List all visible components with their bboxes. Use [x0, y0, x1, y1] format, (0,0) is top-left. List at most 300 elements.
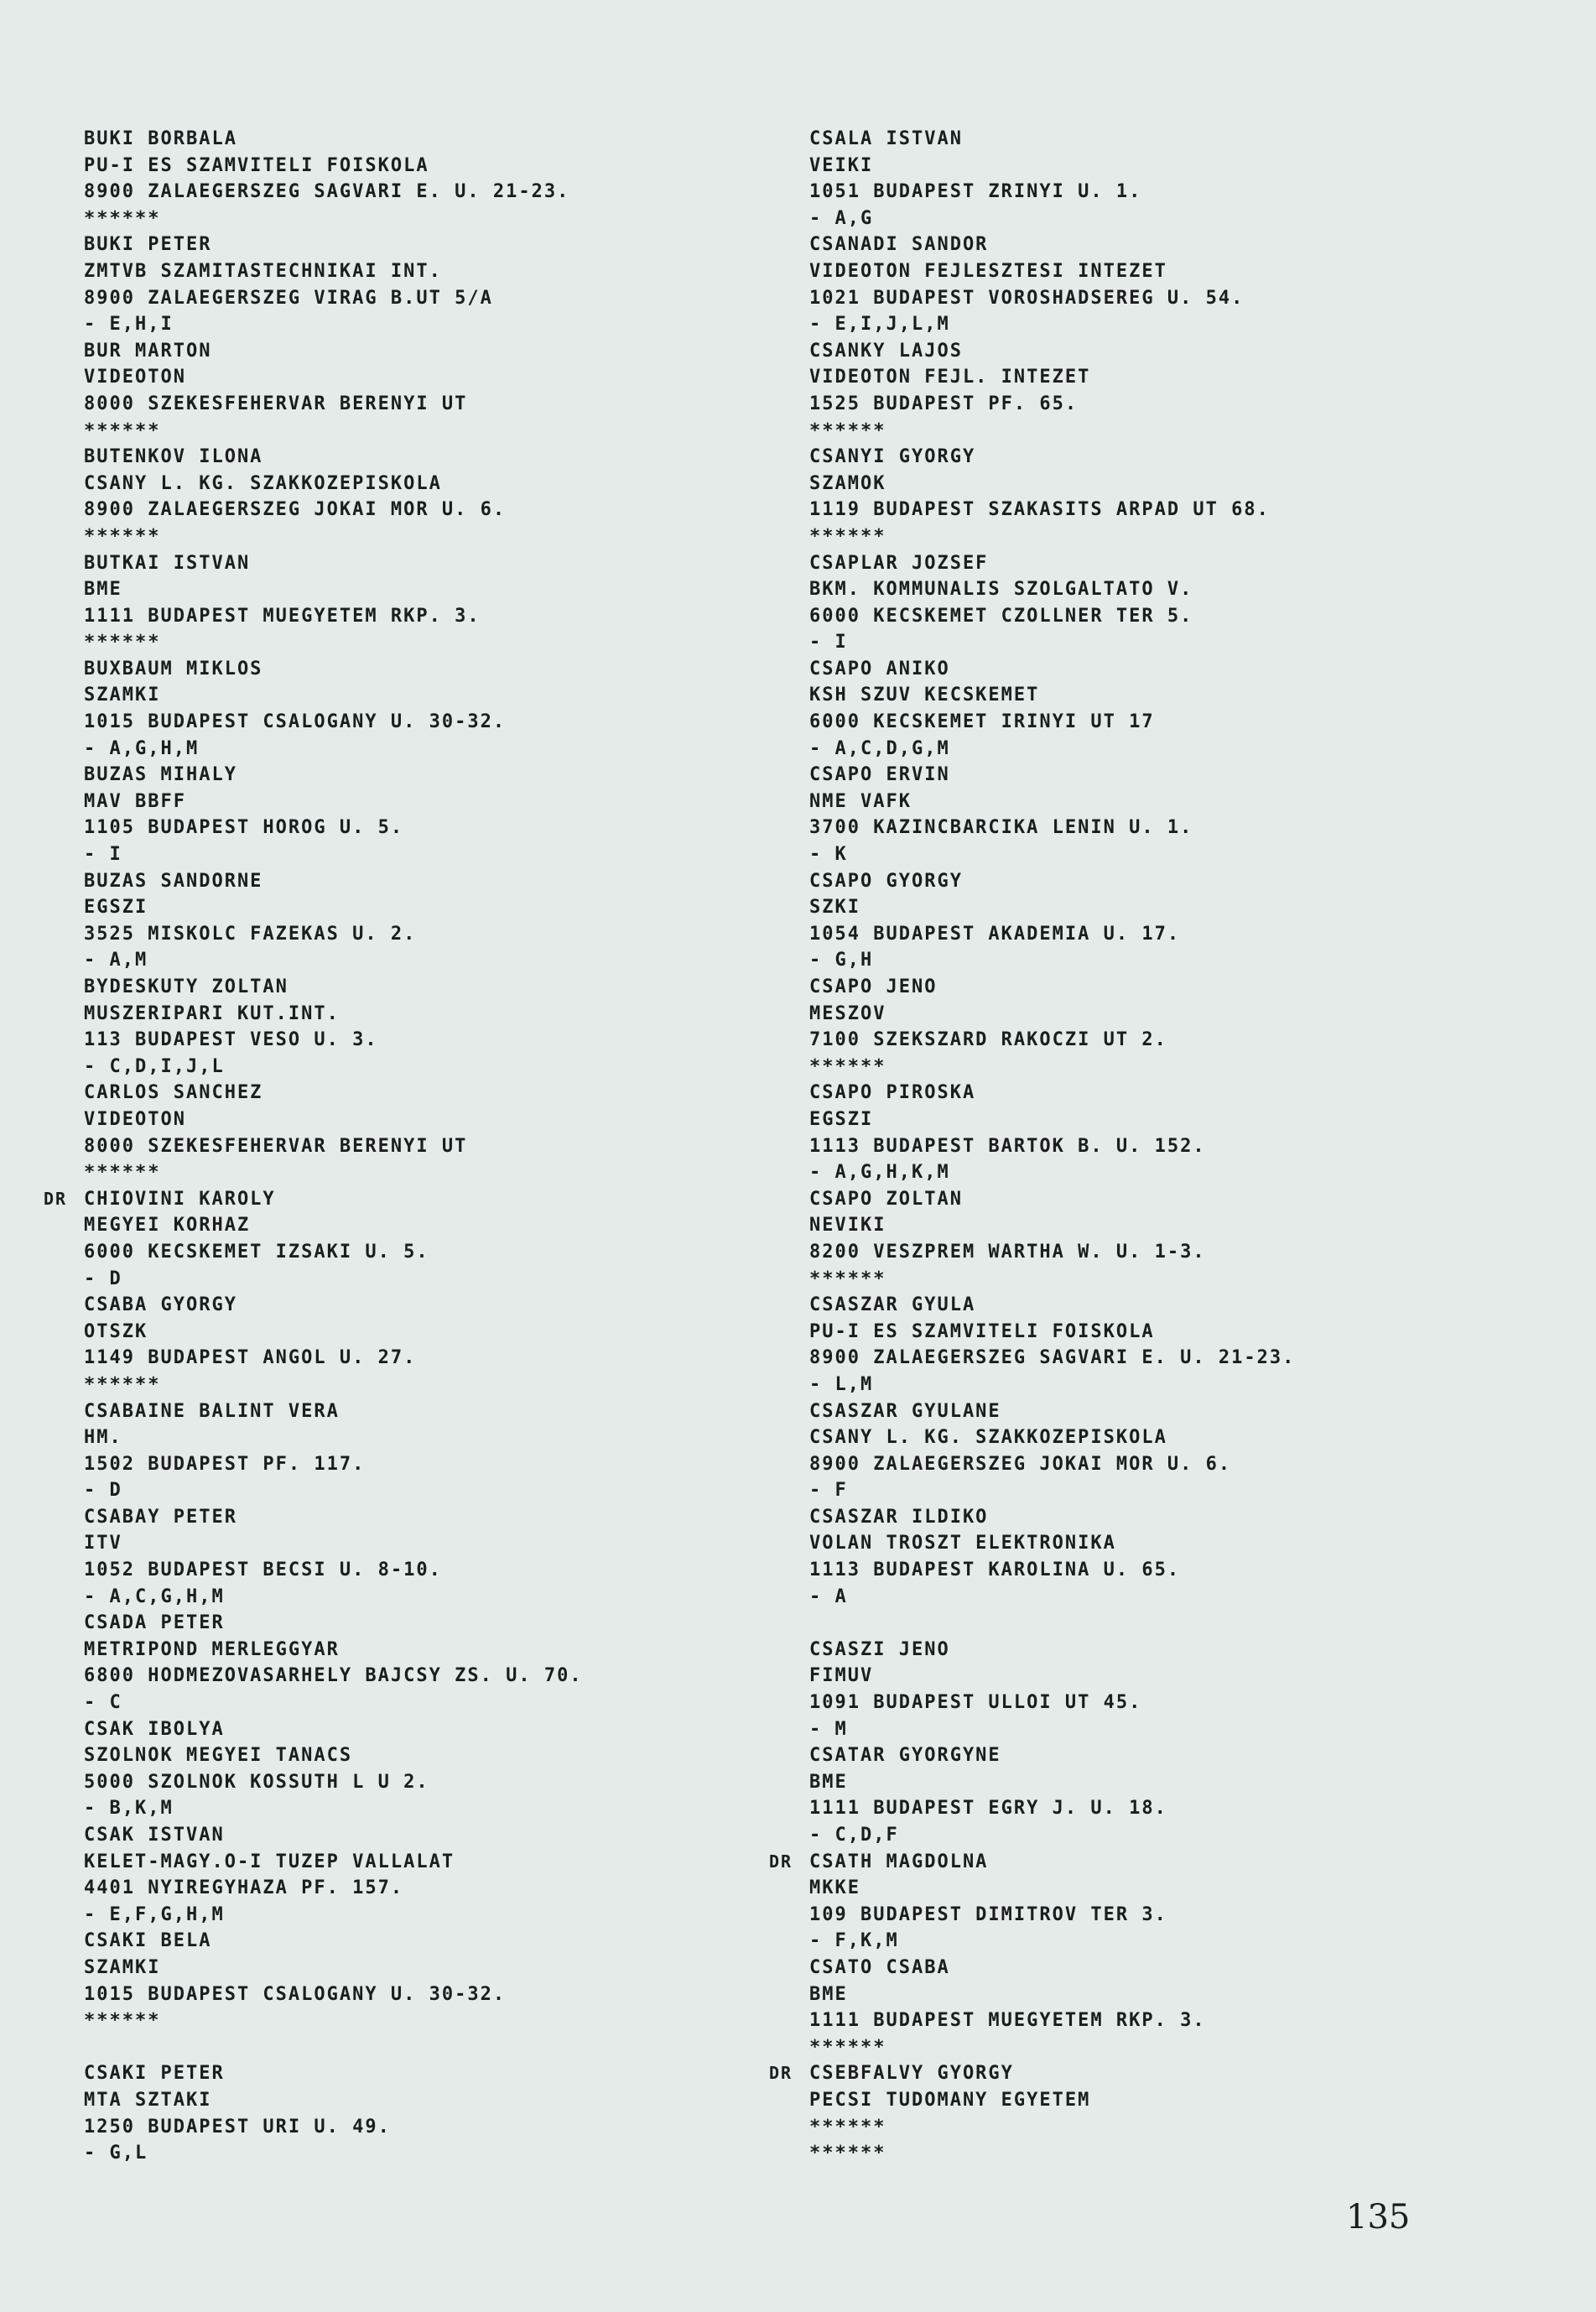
entry-line-text: 8200 VESZPREM WARTHA W. U. 1-3.	[809, 1241, 1206, 1263]
entry-address	[809, 391, 1497, 418]
entry-address	[809, 921, 1497, 948]
entry-address	[84, 921, 772, 948]
directory-entry	[84, 1080, 772, 1185]
entry-codes	[809, 1266, 1497, 1293]
directory-entry	[809, 974, 1497, 1080]
directory-entry	[84, 1822, 772, 1928]
entry-address	[84, 1557, 772, 1584]
entry-line-text: ******	[84, 1162, 161, 1184]
entry-line-text: FIMUV	[809, 1665, 874, 1687]
entry-codes	[809, 523, 1497, 550]
directory-entry	[809, 444, 1497, 549]
entry-line-text: 1015 BUDAPEST CSALOGANY U. 30-32.	[84, 1983, 507, 2005]
entry-line-text: VIDEOTON	[84, 367, 186, 388]
entry-line-text: CSAKI BELA	[84, 1930, 212, 1952]
entry-line-text: - F,K,M	[809, 1930, 899, 1952]
entry-line-text: BUTKAI ISTVAN	[84, 552, 251, 574]
entry-codes	[84, 1266, 772, 1293]
entry-name	[84, 1928, 772, 1955]
entry-line-text: BUTENKOV ILONA	[84, 446, 263, 468]
directory-entry	[44, 1186, 772, 1292]
entry-codes	[84, 841, 772, 868]
entry-line-text: SZOLNOK MEGYEI TANACS	[84, 1745, 353, 1767]
entry-line-text: CSASZAR ILDIKO	[809, 1506, 989, 1528]
entry-name	[809, 1955, 1497, 1981]
entry-line-text: - E,I,J,L,M	[809, 314, 950, 336]
entry-line-text: CSAPO ZOLTAN	[809, 1188, 963, 1210]
entry-line-text: - G,L	[84, 2143, 148, 2164]
entry-address	[809, 1690, 1497, 1716]
entry-line-text: 1113 BUDAPEST BARTOK B. U. 152.	[809, 1135, 1206, 1157]
entry-line-text: CSASZI JENO	[809, 1638, 950, 1660]
directory-entry	[84, 1716, 772, 1822]
entry-line-text: 113 BUDAPEST VESO U. 3.	[84, 1029, 378, 1051]
entry-line-text: 1113 BUDAPEST KAROLINA U. 65.	[809, 1560, 1181, 1581]
title-prefix: DR	[769, 2063, 793, 2084]
entry-line-text: ITV	[84, 1533, 122, 1554]
entry-spacer	[809, 1610, 1497, 1637]
entry-line-text: VIDEOTON FEJL. INTEZET	[809, 367, 1091, 388]
entry-name	[84, 868, 772, 895]
entry-spacer	[84, 2034, 772, 2061]
entry-organization	[84, 258, 772, 285]
entry-name	[84, 1292, 772, 1319]
entry-address	[809, 2114, 1497, 2141]
entry-line-text: OTSZK	[84, 1320, 148, 1342]
entry-codes	[809, 1054, 1497, 1080]
entry-line-text: CSAK IBOLYA	[84, 1718, 225, 1740]
entry-line-text: ******	[84, 525, 161, 547]
entry-line-text: MEGYEI KORHAZ	[84, 1215, 251, 1237]
entry-line-text: - C	[84, 1692, 122, 1714]
directory-entry	[84, 868, 772, 974]
entry-line-text: CSAKI PETER	[84, 2063, 225, 2085]
entry-line-text: MKKE	[809, 1877, 860, 1899]
entry-line-text: - A,C,D,G,M	[809, 737, 950, 759]
entry-line-text: ******	[809, 2116, 886, 2138]
entry-codes	[809, 1584, 1497, 1611]
entry-line-text: 1015 BUDAPEST CSALOGANY U. 30-32.	[84, 711, 507, 733]
entry-address	[84, 285, 772, 312]
entry-line-text: ******	[809, 1268, 886, 1289]
entry-line-text: 8900 ZALAEGERSZEG JOKAI MOR U. 6.	[809, 1453, 1232, 1475]
entry-address	[84, 1345, 772, 1372]
entry-line-text: PECSI TUDOMANY EGYETEM	[809, 2089, 1091, 2111]
entry-line-text: - A	[809, 1586, 848, 1607]
entry-line-text: 8000 SZEKESFEHERVAR BERENYI UT	[84, 1135, 468, 1157]
entry-organization	[809, 1212, 1497, 1239]
entry-codes	[84, 1902, 772, 1929]
entry-codes	[809, 1477, 1497, 1504]
entry-line-text: 6800 HODMEZOVASARHELY BAJCSY ZS. U. 70.	[84, 1665, 583, 1687]
entry-organization	[809, 1663, 1497, 1690]
directory-entry	[809, 1504, 1497, 1610]
entry-line-text: CSADA PETER	[84, 1612, 225, 1634]
entry-line-text: - A,G	[809, 207, 874, 229]
entry-line-text: CSABAINE BALINT VERA	[84, 1400, 340, 1422]
entry-line-text: MTA SZTAKI	[84, 2089, 212, 2111]
entry-organization	[809, 258, 1497, 285]
entry-address	[809, 1795, 1497, 1822]
entry-organization	[84, 576, 772, 603]
entry-line-text: CSAPO ANIKO	[809, 658, 950, 680]
entry-name	[84, 656, 772, 683]
directory-entry	[809, 762, 1497, 867]
entry-line-text: - G,H	[809, 950, 874, 971]
entry-line-text: 8900 ZALAEGERSZEG JOKAI MOR U. 6.	[84, 499, 507, 521]
entry-line-text: ******	[84, 2010, 161, 2032]
entry-codes	[84, 629, 772, 656]
entry-address	[84, 391, 772, 418]
directory-entry	[809, 1955, 1497, 2060]
entry-line-text: 1105 BUDAPEST HOROG U. 5.	[84, 817, 404, 839]
entry-organization	[84, 894, 772, 921]
entry-organization	[809, 682, 1497, 709]
entry-line-text: VIDEOTON FEJLESZTESI INTEZET	[809, 260, 1167, 282]
entry-codes	[84, 1690, 772, 1716]
entry-codes	[84, 1477, 772, 1504]
entry-line-text: - F	[809, 1480, 848, 1502]
entry-name	[84, 762, 772, 789]
entry-line-text: 6000 KECSKEMET IRINYI UT 17	[809, 711, 1155, 733]
entry-codes	[809, 1716, 1497, 1743]
entry-line-text: ******	[809, 1055, 886, 1077]
entry-line-text: NME VAFK	[809, 790, 912, 812]
directory-entry	[769, 1849, 1497, 1955]
entry-line-text: CSANY L. KG. SZAKKOZEPISKOLA	[84, 472, 442, 494]
entry-line-text: 7100 SZEKSZARD RAKOCZI UT 2.	[809, 1029, 1167, 1051]
entry-codes	[84, 1054, 772, 1080]
entry-line-text: VIDEOTON	[84, 1108, 186, 1130]
entry-address	[84, 497, 772, 523]
entry-line-text: CSAPLAR JOZSEF	[809, 552, 989, 574]
entry-organization	[809, 789, 1497, 815]
entry-line-text: MESZOV	[809, 1002, 886, 1024]
entry-line-text: CSAK ISTVAN	[84, 1825, 225, 1846]
entry-organization	[84, 1001, 772, 1028]
entry-organization	[809, 1769, 1497, 1796]
entry-codes	[84, 1584, 772, 1611]
entry-address	[84, 2114, 772, 2141]
entry-line-text: CSATH MAGDOLNA	[809, 1851, 989, 1872]
entry-line-text: ******	[84, 207, 161, 229]
directory-entry	[809, 550, 1497, 656]
entry-line-text: ******	[809, 2143, 886, 2164]
entry-organization	[84, 471, 772, 497]
entry-codes	[84, 2007, 772, 2034]
entry-line-text: - C,D,I,J,L	[84, 1055, 225, 1077]
entry-line-text: CSABAY PETER	[84, 1506, 237, 1528]
entry-name	[809, 232, 1497, 258]
entry-line-text: ******	[84, 632, 161, 654]
entry-line-text: 1111 BUDAPEST MUEGYETEM RKP. 3.	[809, 2010, 1206, 2032]
entry-address	[809, 603, 1497, 630]
entry-line-text: 1111 BUDAPEST MUEGYETEM RKP. 3.	[84, 605, 481, 627]
directory-entry	[84, 1928, 772, 2033]
entry-address	[84, 1875, 772, 1902]
entry-address	[809, 1902, 1497, 1929]
entry-line-text: CSATAR GYORGYNE	[809, 1745, 1001, 1767]
entry-line-text: CSANY L. KG. SZAKKOZEPISKOLA	[809, 1427, 1167, 1449]
entry-name	[44, 1186, 772, 1213]
entry-line-text: CSEBFALVY GYORGY	[809, 2063, 1014, 2085]
entry-line-text: VEIKI	[809, 154, 874, 176]
entry-line-text: BME	[809, 1771, 848, 1793]
entry-organization	[809, 894, 1497, 921]
entry-line-text: CSAPO JENO	[809, 976, 938, 997]
entry-line-text: 1091 BUDAPEST ULLOI UT 45.	[809, 1692, 1142, 1714]
entry-line-text: - I	[809, 632, 848, 654]
entry-line-text: CSANKY LAJOS	[809, 340, 963, 362]
right-column	[769, 126, 1497, 2167]
entry-line-text: 8900 ZALAEGERSZEG VIRAG B.UT 5/A	[84, 287, 493, 309]
entry-address	[84, 1239, 772, 1266]
entry-address	[809, 285, 1497, 312]
entry-line-text: 1021 BUDAPEST VOROSHADSEREG U. 54.	[809, 287, 1245, 309]
entry-organization	[809, 1981, 1497, 2008]
directory-entry	[84, 338, 772, 444]
entry-address	[809, 497, 1497, 523]
entry-organization	[84, 1955, 772, 1981]
directory-entry	[84, 550, 772, 656]
entry-line-text: 1502 BUDAPEST PF. 117.	[84, 1453, 366, 1475]
entry-organization	[84, 2087, 772, 2114]
entry-organization	[84, 1530, 772, 1557]
entry-line-text: - D	[84, 1480, 122, 1502]
entry-codes	[84, 523, 772, 550]
entry-line-text: - A,C,G,H,M	[84, 1586, 225, 1607]
entry-line-text: BUZAS MIHALY	[84, 764, 237, 786]
entry-name	[769, 1849, 1497, 1876]
entry-line-text: PU-I ES SZAMVITELI FOISKOLA	[809, 1320, 1155, 1342]
entry-line-text: - C,D,F	[809, 1825, 899, 1846]
entry-line-text: 1111 BUDAPEST EGRY J. U. 18.	[809, 1798, 1167, 1820]
entry-codes	[809, 311, 1497, 338]
entry-name	[84, 444, 772, 471]
directory-entry	[84, 656, 772, 762]
entry-codes	[84, 947, 772, 974]
entry-line-text: CSANADI SANDOR	[809, 234, 989, 256]
entry-line-text: - I	[84, 844, 122, 866]
directory-entry	[809, 1742, 1497, 1848]
entry-line-text: 109 BUDAPEST DIMITROV TER 3.	[809, 1903, 1167, 1925]
entry-organization	[809, 1319, 1497, 1346]
entry-line-text: BUR MARTON	[84, 340, 212, 362]
entry-line-text: 8900 ZALAEGERSZEG SAGVARI E. U. 21-23.	[84, 181, 570, 203]
entry-name	[809, 1398, 1497, 1425]
entry-line-text: - E,F,G,H,M	[84, 1903, 225, 1925]
entry-line-text: BYDESKUTY ZOLTAN	[84, 976, 289, 997]
directory-entry	[84, 1292, 772, 1398]
entry-address	[84, 1027, 772, 1054]
directory-entry	[809, 1637, 1497, 1742]
entry-address	[84, 1981, 772, 2008]
entry-codes	[809, 2034, 1497, 2061]
entry-name	[809, 550, 1497, 577]
entry-codes	[84, 736, 772, 763]
entry-organization	[809, 1424, 1497, 1451]
entry-line-text: SZAMOK	[809, 472, 886, 494]
entry-line-text: KELET-MAGY.O-I TUZEP VALLALAT	[84, 1851, 455, 1872]
entry-line-text: BUXBAUM MIKLOS	[84, 658, 263, 680]
entry-line-text: BKM. KOMMUNALIS SZOLGALTATO V.	[809, 579, 1193, 601]
title-prefix: DR	[769, 1851, 793, 1872]
entry-line-text: CSASZAR GYULA	[809, 1294, 976, 1316]
entry-codes	[84, 418, 772, 445]
entry-line-text: 1119 BUDAPEST SZAKASITS ARPAD UT 68.	[809, 499, 1270, 521]
entry-codes	[84, 311, 772, 338]
directory-entry	[809, 1080, 1497, 1185]
entry-name	[809, 1186, 1497, 1213]
entry-name	[84, 1716, 772, 1743]
entry-address	[84, 1663, 772, 1690]
entry-line-text: ******	[84, 1373, 161, 1395]
entry-name	[769, 2060, 1497, 2087]
directory-entry	[84, 444, 772, 549]
entry-codes	[809, 1928, 1497, 1955]
entry-organization	[809, 1530, 1497, 1557]
entry-line-text: 6000 KECSKEMET IZSAKI U. 5.	[84, 1241, 429, 1263]
entry-codes	[809, 206, 1497, 232]
entry-address	[84, 709, 772, 736]
directory-entry	[809, 338, 1497, 444]
entry-line-text: 5000 SZOLNOK KOSSUTH L U 2.	[84, 1771, 429, 1793]
directory-entry	[84, 762, 772, 867]
entry-line-text: KSH SZUV KECSKEMET	[809, 685, 1040, 706]
entry-organization	[809, 364, 1497, 391]
entry-codes	[809, 841, 1497, 868]
entry-organization	[809, 2087, 1497, 2114]
entry-name	[809, 1080, 1497, 1107]
entry-name	[84, 1504, 772, 1531]
entry-address	[809, 1451, 1497, 1478]
entry-organization	[84, 789, 772, 815]
entry-organization	[84, 1424, 772, 1451]
entry-address	[809, 2007, 1497, 2034]
entry-line-text: - K	[809, 844, 848, 866]
entry-name	[809, 868, 1497, 895]
entry-codes	[809, 1372, 1497, 1398]
entry-codes	[809, 629, 1497, 656]
directory-entry	[809, 656, 1497, 762]
left-column	[44, 126, 772, 2167]
entry-name	[84, 2060, 772, 2087]
entry-codes	[809, 1822, 1497, 1849]
entry-line-text: - D	[84, 1268, 122, 1289]
title-prefix: DR	[44, 1188, 68, 1209]
entry-line-text: - A,G,H,M	[84, 737, 200, 759]
entry-name	[809, 1504, 1497, 1531]
entry-line-text: SZAMKI	[84, 685, 161, 706]
entry-line-text: 1054 BUDAPEST AKADEMIA U. 17.	[809, 923, 1181, 945]
entry-line-text: - M	[809, 1718, 848, 1740]
entry-line-text: CSAPO ERVIN	[809, 764, 950, 786]
entry-organization	[84, 1742, 772, 1769]
entry-line-text: 3525 MISKOLC FAZEKAS U. 2.	[84, 923, 417, 945]
directory-entry	[809, 1186, 1497, 1292]
directory-entry	[809, 868, 1497, 974]
directory-entry	[84, 2060, 772, 2166]
entry-address	[809, 1557, 1497, 1584]
entry-codes	[84, 1795, 772, 1822]
entry-name	[84, 1822, 772, 1849]
entry-line-text: - B,K,M	[84, 1798, 174, 1820]
entry-organization	[84, 682, 772, 709]
directory-entry	[84, 126, 772, 232]
entry-line-text: MUSZERIPARI KUT.INT.	[84, 1002, 340, 1024]
directory-entry	[809, 1398, 1497, 1504]
entry-organization	[84, 364, 772, 391]
entry-line-text: - A,M	[84, 950, 148, 971]
directory-entry	[84, 1398, 772, 1504]
entry-name	[809, 762, 1497, 789]
entry-address	[809, 1239, 1497, 1266]
entry-line-text: 4401 NYIREGYHAZA PF. 157.	[84, 1877, 404, 1899]
entry-line-text: 1149 BUDAPEST ANGOL U. 27.	[84, 1347, 417, 1369]
entry-line-text: CSAPO GYORGY	[809, 870, 963, 892]
entry-line-text: BME	[809, 1983, 848, 2005]
entry-line-text: - L,M	[809, 1373, 874, 1395]
entry-codes	[809, 1159, 1497, 1186]
entry-address	[84, 1133, 772, 1160]
entry-organization	[809, 153, 1497, 180]
entry-organization	[809, 1107, 1497, 1133]
entry-organization	[84, 153, 772, 180]
directory-entry	[84, 232, 772, 337]
entry-address	[84, 1769, 772, 1796]
entry-name	[84, 232, 772, 258]
entry-line-text: VOLAN TROSZT ELEKTRONIKA	[809, 1533, 1116, 1554]
entry-line-text: - E,H,I	[84, 314, 174, 336]
entry-organization	[84, 1212, 772, 1239]
entry-codes	[84, 2140, 772, 2167]
entry-name	[84, 550, 772, 577]
entry-line-text: - A,G,H,K,M	[809, 1162, 950, 1184]
entry-address	[809, 1027, 1497, 1054]
entry-line-text: CHIOVINI KAROLY	[84, 1188, 276, 1210]
entry-address	[809, 179, 1497, 206]
entry-name	[809, 126, 1497, 153]
entry-codes	[84, 1372, 772, 1398]
entry-line-text: SZAMKI	[84, 1956, 161, 1978]
entry-line-text: 8000 SZEKESFEHERVAR BERENYI UT	[84, 393, 468, 414]
entry-line-text: 6000 KECSKEMET CZOLLNER TER 5.	[809, 605, 1193, 627]
entry-organization	[84, 1319, 772, 1346]
directory-entry	[809, 126, 1497, 232]
entry-organization	[809, 1001, 1497, 1028]
entry-codes	[809, 947, 1497, 974]
entry-name	[84, 1610, 772, 1637]
entry-line-text: NEVIKI	[809, 1215, 886, 1237]
entry-name	[809, 974, 1497, 1001]
entry-name	[809, 1742, 1497, 1769]
entry-line-text: 1250 BUDAPEST URI U. 49.	[84, 2116, 391, 2138]
entry-line-text: BUZAS SANDORNE	[84, 870, 263, 892]
entry-line-text: CSASZAR GYULANE	[809, 1400, 1001, 1422]
entry-line-text: ******	[809, 2036, 886, 2058]
directory-entry	[84, 1610, 772, 1716]
entry-address	[84, 815, 772, 841]
entry-line-text: MAV BBFF	[84, 790, 186, 812]
entry-organization	[809, 1875, 1497, 1902]
entry-line-text: CARLOS SANCHEZ	[84, 1082, 263, 1104]
entry-address	[809, 709, 1497, 736]
entry-codes	[809, 2140, 1497, 2167]
entry-name	[84, 1080, 772, 1107]
entry-line-text: BUKI BORBALA	[84, 128, 237, 149]
entry-name	[84, 974, 772, 1001]
directory-entry	[84, 974, 772, 1080]
